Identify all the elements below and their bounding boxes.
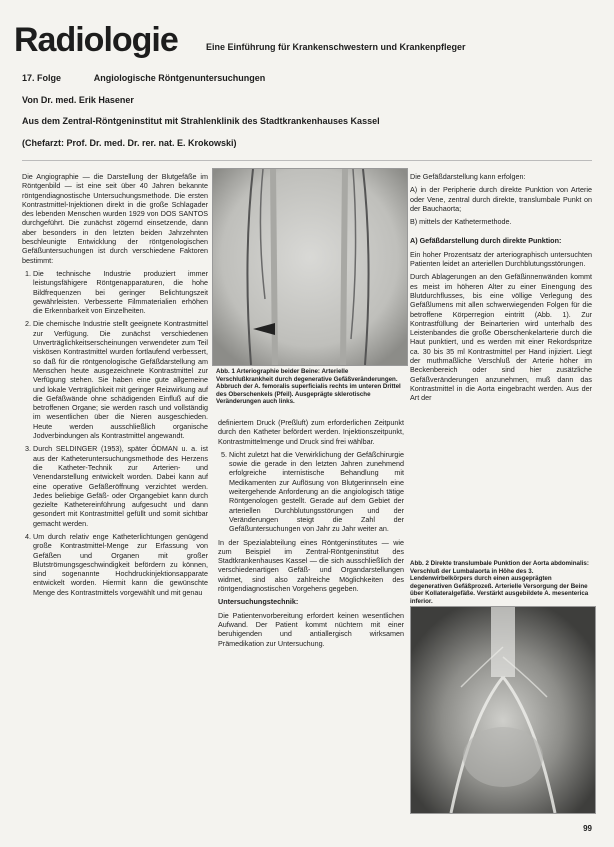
page-subtitle: Eine Einführung für Krankenschwestern und Krankenpfleger <box>206 42 466 52</box>
institution-line: Aus dem Zentral-Röntgeninstitut mit Strahlenklinik des Stadtkrankenhauses Kassel <box>22 116 380 126</box>
list-item: 1. Die technische Industrie produziert immer leistungsfähigere Röntgenapparaturen, die hohe Bildfrequenzen bei geringer Belichtungszeit gewährleisten. Verbesserte Filmmaterialien erhöhen die Erkennbarkeit von Einzelheiten. <box>33 269 208 315</box>
method-b: B) mittels der Kathetermethode. <box>410 217 512 227</box>
intro-paragraph: Die Angiographie — die Darstellung der Blutgefäße im Röntgenbild — ist eine seit über 40 Jahren bekannte röntgendiagnostische Untersuchungsmethode. Die ersten Kontrastmittel-Injektionen direkt in die große Schlagader des lebenden Menschen wurden 1929 von DOS SANTOS durchgeführt. Die zunächst zögernd einsetzende, dann aber besonders in den letzten beiden Jahrzehnten beschleunigte Entwicklung der röntgenologischen Gefäßuntersuchungen ist durch verschiedene Faktoren bestimmt: <box>22 172 208 265</box>
series-line <box>22 73 265 84</box>
list-item: 2. Die chemische Industrie stellt geeignete Kontrastmittel zur Verfügung. Die zunächst verschiedenen Unverträglichkeitserscheinungen verwendeter zum Teil viskösen Kontrastmittel wurden fortlaufend verbessert, so daß für die röntgenologische Gefäßdarstellung am Menschen heute ausgezeichnete Kontrastmittel zur Verfügung stehen. Sie haben eine gute allgemeine und lokale Verträglichkeit mit geringer Reizwirkung auf die Gefäßwände ohne schädigenden Einfluß auf die betroffenen Organe; sie werden rasch und vollständig im wesentlichen über die Nieren ausgeschieden. Heute werden ausschließlich organische Jodverbindungen als Kontrastmittel angewandt. <box>33 319 208 440</box>
aortogram-drawing <box>411 607 595 813</box>
preparation-paragraph: Die Patientenvorbereitung erfordert keinen wesentlichen Aufwand. Der Patient kommt nüchtern mit einer beruhigenden und antiallergisch wirksamen Prämedikation zur Untersuchung. <box>218 610 404 648</box>
column-2 <box>218 418 404 652</box>
series-topic: Angiologische Röntgenuntersuchungen <box>93 73 266 83</box>
header-divider <box>22 160 592 161</box>
page-number: 99 <box>583 824 592 833</box>
paragraph: Ein hoher Prozentsatz der arteriographisch untersuchten Patienten leidet an arteriellen Durchblutungsstörungen. <box>410 249 592 269</box>
figure-1-label: Abb. 1 <box>216 368 235 375</box>
paragraph: Durch Ablagerungen an den Gefäßinnenwänden kommt es meist im höheren Alter zu einer Einengung des Blutdurchflusses, bis eine völlige Verlegung des Gefäßlumens mit allen schwerwiegenden Folgen für die betroffene Körperregion eintritt (Abb. 1). Zur Kontrastfüllung der Beinarterien wird unterhalb des Leistenbandes die große Oberschenkelarterie durch die Haut punktiert, und es werden mit einer Rekordspritze ca. 30 bis 35 ml Kontrastmittel per Hand injiziert. Liegt der muthmaßliche Verschluß der Arterie höher im Beckenbereich oder sind hier zusätzliche Gefäßveränderungen anzunehmen, muß dann das Kontrastmittel in die Aorta eingebracht werden. Aus der Art der <box>410 272 592 403</box>
section-heading: A) Gefäßdarstellung durch direkte Punktion: <box>410 236 562 246</box>
angiogram-legs-drawing <box>213 169 407 365</box>
list-item: 3. Durch SELDINGER (1953), später ÖDMAN u. a. ist aus der Katheteruntersuchungsmethode des Herzens die Katheter-Technik zur Arterien- und Venendarstellung entwickelt worden. Dabei kann auf eine operative Gefäßeröffnung verzichtet werden. Jedes beliebige Gefäß- oder Organgebiet kann durch gezielte Kathetereinführung aufgesucht und dann gesondert mit Kontrastmittel gefüllt und somit sichtbar gemacht werden. <box>33 444 208 528</box>
section-heading: Untersuchungstechnik: <box>218 597 299 607</box>
chief-line: (Chefarzt: Prof. Dr. med. Dr. rer. nat. E. Krokowski) <box>22 138 237 148</box>
figure-1-caption <box>216 368 406 406</box>
method-intro: Die Gefäßdarstellung kann erfolgen: <box>410 172 526 181</box>
series-number: 17. Folge <box>22 73 62 83</box>
list-item: 4. Um durch relativ enge Katheterlichtungen genügend große Kontrastmittel-Menge zur Erfassung von Gefäßen und Organen mit großer Blutströmungsgeschwindigkeit befördern zu können, sind sogenannte Hochdruckinjektionsapparate entwickelt worden. Hiermit kann die gewünschte Menge des Kontrastmittels vorgewählt und mit genau <box>33 532 208 597</box>
figure-2-caption <box>410 560 592 606</box>
figure-1-text: Arteriographie beider Beine: Arterielle Verschlußkrankheit durch degenerative Gefäßveränderungen. Abbruch der A. femoralis superficialis rechts im unteren Drittel des Oberschenkels (Pfeil). Ausgeprägte sklerotische Veränderungen auch links. <box>216 368 401 406</box>
column-3 <box>410 172 592 407</box>
author-line: Von Dr. med. Erik Hasener <box>22 95 134 105</box>
column-1 <box>22 172 208 601</box>
continuation-paragraph: definiertem Druck (Preßluft) zum erforderlichen Zeitpunkt durch den Katheter befördert werden. Injektionszeitpunkt, Kontrastmittelmenge und Druck sind frei wählbar. <box>218 418 404 446</box>
kassel-paragraph: In der Spezialabteilung eines Röntgeninstitutes — wie zum Beispiel im Zentral-Röntgeninstitut des Stadtkrankenhauses Kassel — die sich ausschließlich der verschiedenartigen Gefäß- und Organdarstellungen widmet, sind also zahlreiche Möglichkeiten des röntgendiagnostischen Vorgehens gegeben. <box>218 537 404 594</box>
page-title: Radiologie <box>14 21 178 59</box>
figure-2-label: Abb. 2 <box>410 560 429 567</box>
method-a: A) in der Peripherie durch direkte Punktion von Arterie oder Vene, zentral durch direkte, translumbale Punkt on der Bauchaorta; <box>410 185 592 213</box>
angiogram-legs-image <box>212 168 408 366</box>
figure-2-text: Direkte translumbale Punktion der Aorta abdominalis: Verschluß der Lumbalaorta in Höhe des 3. Lendenwirbelkörpers durch einen ausgeprägten degenerativen Gefäßprozeß. Arterielle Versorgung der Beine über Kollateralgefäße. Verstärkt ausgebildete A. mesenterica inferior. <box>410 560 589 605</box>
aortogram-image <box>410 606 596 814</box>
list-item: 5. Nicht zuletzt hat die Verwirklichung der Gefäßchirurgie sowie die gerade in den letzten Jahren zunehmend erfolgreiche internistische Behandlung mit Medikamenten zur Auflösung von Blutgerinnseln eine weitergehende Anforderung an die angiologisch tätige Röntgenologen gestellt. Gerade auf dem Gebiet der arteriellen Durchblutungsstörungen und der Veränderungen steigt die Zahl der Gefäßuntersuchungen von Jahr zu Jahr weiter an. <box>229 450 404 534</box>
